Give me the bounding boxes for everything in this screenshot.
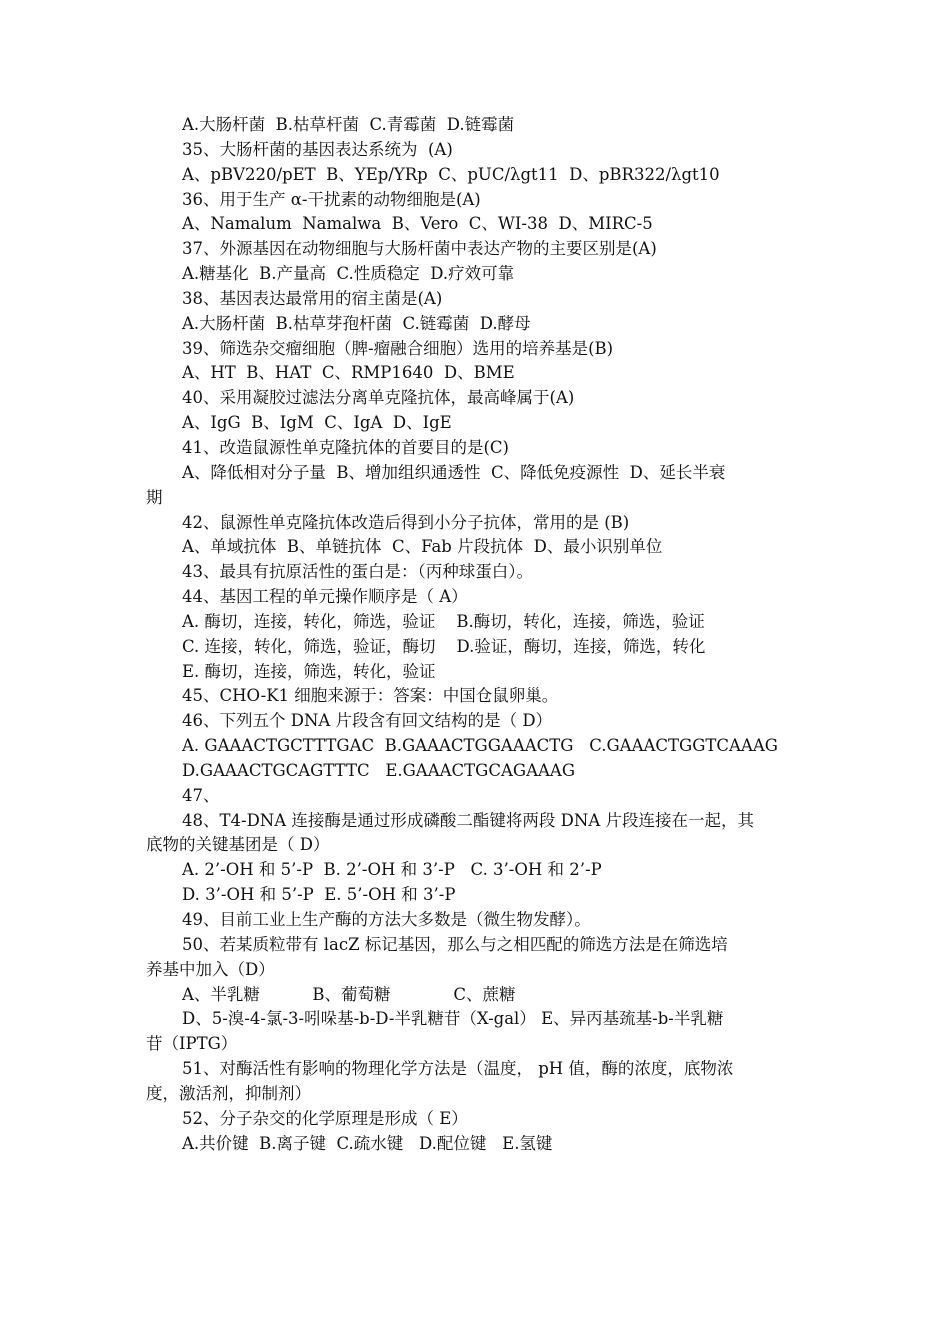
text-line: C. 连接，转化，筛选，验证，酶切 D.验证，酶切，连接，筛选，转化 xyxy=(182,636,706,656)
question-48: 48、T4-DNA 连接酶是通过形成磷酸二酯键将两段 DNA 片段连接在一起，其 xyxy=(182,810,754,830)
text-line: A.共价键 B.离子键 C.疏水键 D.配位键 E.氢键 xyxy=(182,1133,553,1153)
text-line: 度，激活剂，抑制剂） xyxy=(146,1083,311,1103)
question-39: 39、筛选杂交瘤细胞（脾-瘤融合细胞）选用的培养基是(B) xyxy=(182,338,614,358)
text-line: 养基中加入（D） xyxy=(146,959,275,979)
text-line: A. GAAACTGCTTTGAC B.GAAACTGGAAACTG C.GAAACTGGTCAAAG xyxy=(182,736,778,756)
text-line: D. 3’-OH 和 5’-P E. 5’-OH 和 3’-P xyxy=(182,885,456,905)
question-35: 35、大肠杆菌的基因表达系统为 (A) xyxy=(182,139,453,159)
question-37: 37、外源基因在动物细胞与大肠杆菌中表达产物的主要区别是(A) xyxy=(182,239,657,259)
text-line: A.大肠杆菌 B.枯草杆菌 C.青霉菌 D.链霉菌 xyxy=(182,115,515,134)
question-40: 40、采用凝胶过滤法分离单克隆抗体，最高峰属于(A) xyxy=(182,388,575,408)
text-line: A、HT B、HAT C、RMP1640 D、BME xyxy=(182,363,515,383)
text-line: A、半乳糖 B、葡萄糖 C、蔗糖 xyxy=(182,984,516,1004)
text-line: A、降低相对分子量 B、增加组织通透性 C、降低免疫源性 D、延长半衰 xyxy=(182,462,726,482)
question-45: 45、CHO-K1 细胞来源于：答案：中国仓鼠卵巢。 xyxy=(182,686,559,706)
text-line: A、IgG B、IgM C、IgA D、IgE xyxy=(182,413,452,433)
document-body xyxy=(146,113,816,1156)
text-line: D.GAAACTGCAGTTTC E.GAAACTGCAGAAAG xyxy=(182,760,576,780)
question-49: 49、目前工业上生产酶的方法大多数是（微生物发酵）。 xyxy=(182,910,591,929)
question-38: 38、基因表达最常用的宿主菌是(A) xyxy=(182,288,443,308)
text-line: A、pBV220/pET B、YEp/YRp C、pUC/λgt11 D、pBR322/λgt10 xyxy=(182,164,720,184)
text-line: 苷（IPTG） xyxy=(146,1034,238,1054)
question-50: 50、若某质粒带有 lacZ 标记基因，那么与之相匹配的筛选方法是在筛选培 xyxy=(182,934,728,954)
text-line: 底物的关键基团是（ D） xyxy=(146,835,330,855)
question-41: 41、改造鼠源性单克隆抗体的首要目的是(C) xyxy=(182,437,509,457)
text-line: D、5-溴-4-氯-3-吲哚基-b-D-半乳糖苷（X-gal） E、异丙基巯基-b-半乳糖 xyxy=(182,1009,724,1029)
text-line: A. 酶切，连接，转化，筛选，验证 B.酶切，转化，连接，筛选，验证 xyxy=(182,611,705,631)
question-36: 36、用于生产 α-干扰素的动物细胞是(A) xyxy=(182,189,481,209)
text-line: A.大肠杆菌 B.枯草芽孢杆菌 C.链霉菌 D.酵母 xyxy=(182,313,531,333)
question-47: 47、 xyxy=(182,785,220,805)
question-44: 44、基因工程的单元操作顺序是（ A） xyxy=(182,587,468,607)
text-line: A.糖基化 B.产量高 C.性质稳定 D.疗效可靠 xyxy=(182,264,515,284)
question-42: 42、鼠源性单克隆抗体改造后得到小分子抗体，常用的是 (B) xyxy=(182,512,630,532)
text-line: A. 2’-OH 和 5’-P B. 2’-OH 和 3’-P C. 3’-OH 和 2’-P xyxy=(182,860,602,880)
question-52: 52、分子杂交的化学原理是形成（ E） xyxy=(182,1108,468,1128)
text-line: E. 酶切，连接，筛选，转化，验证 xyxy=(182,661,436,681)
question-43: 43、最具有抗原活性的蛋白是：（丙种球蛋白）。 xyxy=(182,562,533,582)
text-line: 期 xyxy=(146,487,163,507)
text-line: A、Namalum Namalwa B、Vero C、WI-38 D、MIRC-5 xyxy=(182,214,653,234)
text-line: A、单域抗体 B、单链抗体 C、Fab 片段抗体 D、最小识别单位 xyxy=(182,537,663,557)
question-46: 46、下列五个 DNA 片段含有回文结构的是（ D） xyxy=(182,711,553,731)
question-51: 51、对酶活性有影响的物理化学方法是（温度， pH 值，酶的浓度，底物浓 xyxy=(182,1059,734,1079)
